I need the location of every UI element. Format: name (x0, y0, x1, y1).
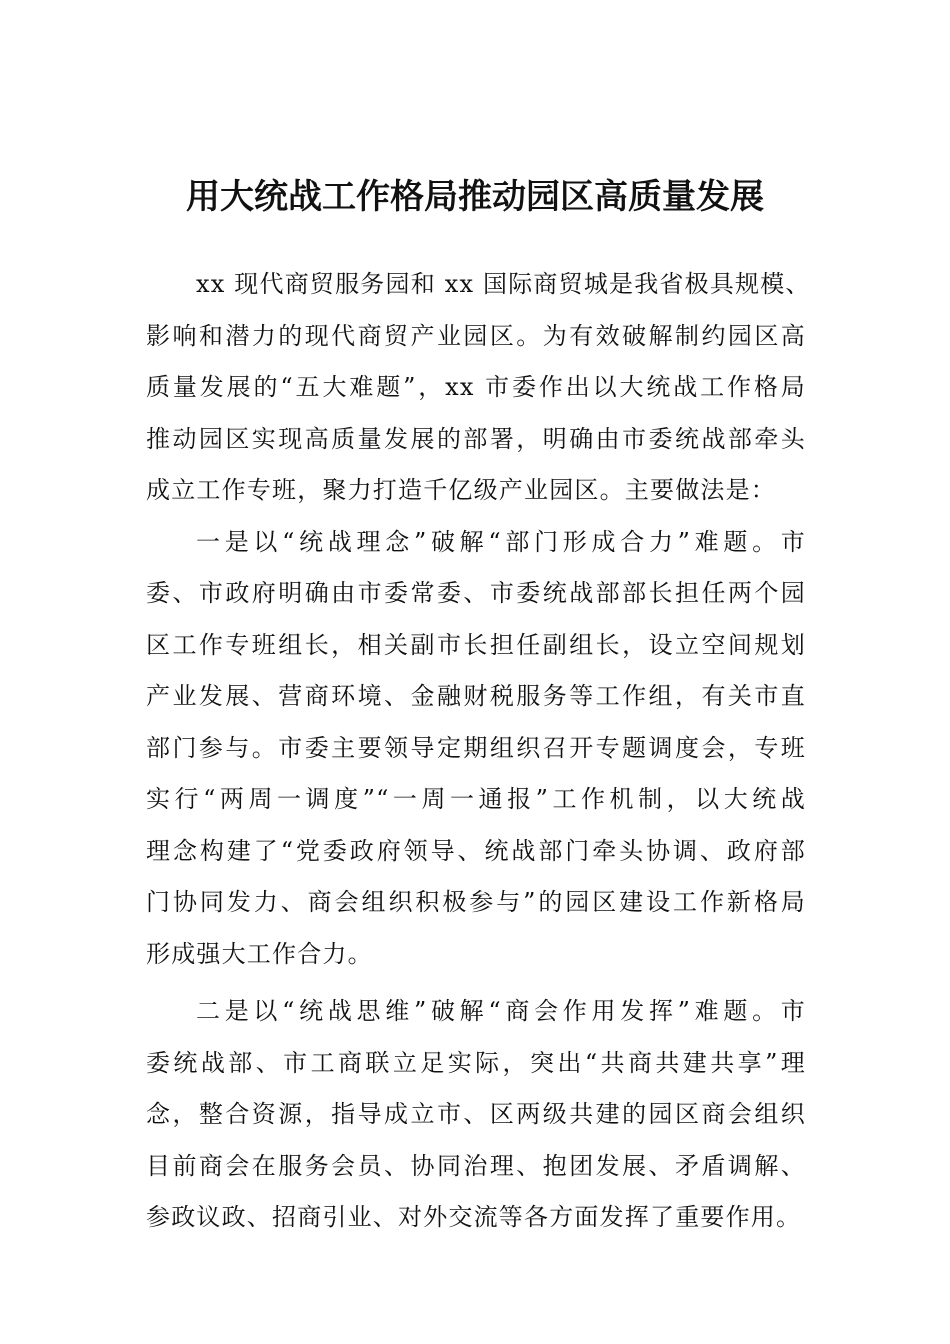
text-line: 委统战部、市工商联立足实际，突出“共商共建共享”理 (146, 1048, 806, 1077)
paragraph-1 (146, 259, 811, 517)
text-line: 一是以“统战理念”破解“部门形成合力”难题。市 (196, 527, 806, 556)
text-line: 理念构建了“党委政府领导、统战部门牵头协调、政府部 (146, 836, 806, 865)
text-line: 形成强大工作合力。 (146, 939, 373, 968)
text-line: xx 现代商贸服务园和 xx 国际商贸城是我省极具规模、 (196, 270, 811, 298)
text-line: 产业发展、营商环境、金融财税服务等工作组，有关市直 (146, 682, 806, 710)
document-body (146, 259, 811, 1244)
text-line: 目前商会在服务会员、协同治理、抱团发展、矛盾调解、 (146, 1151, 806, 1180)
text-line: 质量发展的“五大难题”，xx 市委作出以大统战工作格局 (146, 373, 806, 401)
text-line: 念，整合资源，指导成立市、区两级共建的园区商会组织 (146, 1100, 806, 1128)
text-line: 门协同发力、商会组织积极参与”的园区建设工作新格局 (146, 888, 806, 916)
text-line: 推动园区实现高质量发展的部署，明确由市委统战部牵头 (146, 424, 806, 453)
text-line: 参政议政、招商引业、对外交流等各方面发挥了重要作用。 (146, 1203, 802, 1231)
document-title: 用大统战工作格局推动园区高质量发展 (186, 177, 764, 217)
paragraph-3 (146, 986, 806, 1244)
text-line: 成立工作专班，聚力打造千亿级产业园区。主要做法是： (146, 476, 776, 504)
text-line: 部门参与。市委主要领导定期组织召开专题调度会，专班 (146, 733, 806, 762)
text-line: 实行“两周一调度”“一周一通报”工作机制，以大统战 (146, 785, 806, 813)
text-line: 二是以“统战思维”破解“商会作用发挥”难题。市 (196, 997, 806, 1025)
text-line: 委、市政府明确由市委常委、市委统战部部长担任两个园 (146, 579, 806, 607)
text-line: 区工作专班组长，相关副市长担任副组长，设立空间规划 (146, 630, 806, 659)
text-line: 影响和潜力的现代商贸产业园区。为有效破解制约园区高 (146, 321, 806, 350)
paragraph-2 (146, 517, 806, 981)
